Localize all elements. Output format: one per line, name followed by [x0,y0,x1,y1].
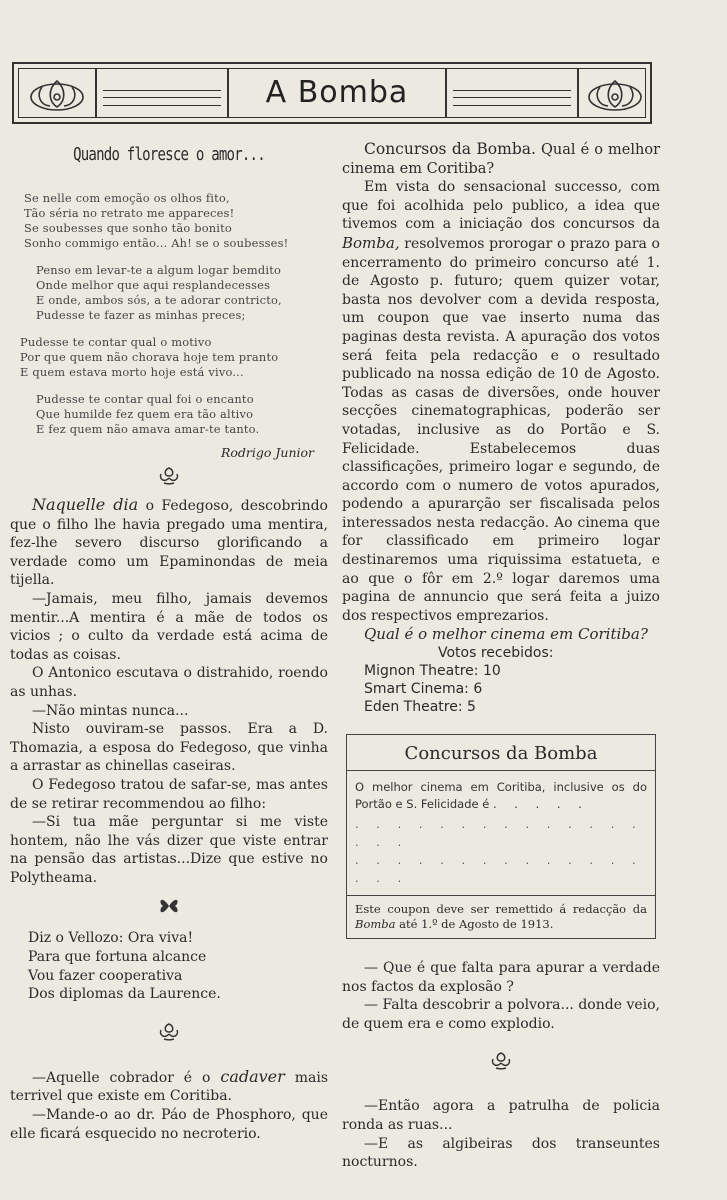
header-banner [12,62,652,124]
poem-stanza-1 [10,191,328,251]
poem-line: E onde, ambos sós, a te adorar contricto, [36,293,282,307]
vote-item: Mignon Theatre: 10 [364,663,501,680]
flower-ornament-icon [342,1051,660,1075]
banner-right-ornament [579,69,651,117]
banner-left-ornament [19,69,97,117]
poem-line: Se soubesses que sonho tão bonito [24,221,232,235]
contest-question-italic: Qual é o melhor cinema em Coritiba? [364,625,648,644]
masthead-title: A Bomba [265,75,409,110]
poem-stanza-2 [10,263,328,323]
flower-ornament-icon [10,466,328,490]
poem-title: Quando floresce o amor... [73,144,265,165]
flower-ornament-icon [10,1022,328,1046]
poem-stanza-4 [10,392,328,437]
leaf-ornament-icon [10,895,328,921]
contest-body: resolvemos prorogar o prazo para o encerramento do primeiro concurso até 1. de Agosto p. futuro; quem quizer votar, basta nos devolver com a devida resposta, um coupon que vae inserto numa das paginas desta revista. A apuração dos votos será feita pela redacção e o resultado publicado na nossa edição de 10 de Agosto. Todas as casas de diversões, onde houver secções cinematographicas, poderão ser votadas, inclusive as do Portão e S. Felicidade. Estabelecemos duas classificações, primeiro logar e segundo, de accordo com o numero de votos apurados, podendo a apurarção ser fiscalisada pelos interessados nesta redacção. Ao cinema que for classificado em primeiro logar destinaremos uma riquissima estatueta, e ao que o fôr em 2.º logar daremos uma pagina de annuncio que será feita a juizo dos respectivos emprezarios. [342,235,660,624]
coupon-answer-line: . . . . . . . . . . . . . . . . . [355,817,643,850]
poem-line: Onde melhor que aqui resplandecesses [36,278,271,292]
poem-line: Sonho commigo então... Ah! se o soubesses! [24,236,289,250]
verse-line: Diz o Vellozo: Ora viva! [28,930,194,947]
poem-author: Rodrigo Junior [220,445,314,460]
verse-line: Vou fazer cooperativa [28,967,183,984]
poem-line: Pudesse te contar qual o motivo [20,335,212,349]
poem-line: E quem estava morto hoje está vivo... [20,365,244,379]
contest-question: Qual é o melhor cinema em Coritiba? [342,142,660,177]
lotus-ornament-icon [586,73,644,113]
verse-vellozo [10,929,328,1003]
coupon-answer-line: . . . . . . . . . . . . . . . . . [355,853,643,886]
joke-patrulha [342,1097,660,1171]
contest-article [342,140,660,644]
coupon-title: Concursos da Bomba [347,735,655,771]
joke-text: — Que é que falta para apurar a verdade nos factos da explosão ? [342,960,660,995]
banner-right-rule [447,69,579,117]
contest-heading: Concursos da Bomba. [364,140,536,158]
poem-line: Pudesse te contar qual foi o encanto [36,392,254,406]
poem-line: Por que quem não chorava hoje tem pranto [20,350,279,364]
joke-cobrador [10,1068,328,1143]
votes-heading: Votos recebidos: [438,645,554,662]
verse-line: Para que fortuna alcance [28,949,207,966]
story-paragraph: o Fedegoso, descobrindo que o filho lhe havia pregado uma mentira, fez-lhe severo discurso glorificando a verdade como um Epaminondas de meia tijella. [10,498,328,589]
coupon-footer [347,895,655,938]
story-fedegoso [10,496,328,887]
story-paragraph: —Não mintas nunca... [32,702,189,719]
coupon-footer-text: Este coupon deve ser remettido á redacção da [355,902,647,917]
left-column [10,140,328,1143]
contest-bomba: Bomba, [342,233,400,252]
coupon-footer-text: até 1.º de Agosto de 1913. [395,917,554,932]
vote-item: Eden Theatre: 5 [364,699,476,716]
poem-line: Se nelle com emoção os olhos fito, [24,191,230,205]
joke-emphasis: cadaver [220,1066,285,1086]
lotus-ornament-icon [28,73,86,113]
joke-text: —Aquelle cobrador é o [32,1069,221,1086]
joke-text: —E as algibeiras dos transeuntes nocturnos. [342,1135,660,1171]
poem-line: Tão séria no retrato me appareces! [24,206,235,220]
joke-text: mais terrivel que existe em Coritiba. [10,1069,328,1105]
verse-line: Dos diplomas da Laurence. [28,986,221,1003]
story-paragraph: O Fedegoso tratou de safar-se, mas antes de se retirar recommendou ao filho: [10,776,328,812]
poem-stanza-3 [10,335,328,380]
votes-list [342,644,660,716]
story-paragraph: O Antonico escutava o distrahido, roendo as unhas. [10,665,328,700]
joke-text: —Mande-o ao dr. Páo de Phosphoro, que elle ficará esquecido no necroterio. [10,1107,328,1142]
contest-body: Em vista do sensacional successo, com que foi acolhida pelo publico, a idea que tivemos com a iniciação dos concursos da [342,179,660,233]
coupon-footer-bomba: Bomba [355,917,396,932]
story-paragraph: —Si tua mãe perguntar si me viste hontem, não lhe vás dizer que viste entrar na pensão das artistas...Dize que estive no Polytheama. [10,814,328,886]
joke-explosao [342,959,660,1033]
poem-line: E fez quem não amava amar-te tanto. [36,422,260,436]
story-paragraph: —Jamais, meu filho, jamais devemos mentir...A mentira é a mãe de todos os vicios ; o culto da verdade está acima de todas as coisas. [10,590,328,663]
banner-title-cell [229,69,447,117]
right-column [342,140,660,1172]
coupon-body: O melhor cinema em Coritiba, inclusive os do Portão e S. Felicidade é . . . . . [355,780,647,812]
story-paragraph: Nisto ouviram-se passos. Era a D. Thomazia, a esposa do Fedegoso, que vinha a arrastar as chinellas caseiras. [10,721,328,775]
poem-line: Pudesse te fazer as minhas preces; [36,308,246,322]
vote-item: Smart Cinema: 6 [364,681,483,698]
joke-text: —Então agora a patrulha de policia ronda as ruas... [342,1098,660,1133]
story-lead: Naquelle dia [32,495,139,514]
coupon-question: O melhor cinema em Coritiba, inclusive os do Portão e S. Felicidade é [355,780,647,812]
poem-line: Penso em levar-te a algum logar bemdito [36,263,282,277]
banner-left-rule [97,69,229,117]
poem-line: Que humilde fez quem era tão altivo [36,407,254,421]
contest-coupon [346,734,656,939]
joke-text: — Falta descobrir a polvora... donde veio, de quem era e como explodio. [342,997,660,1032]
